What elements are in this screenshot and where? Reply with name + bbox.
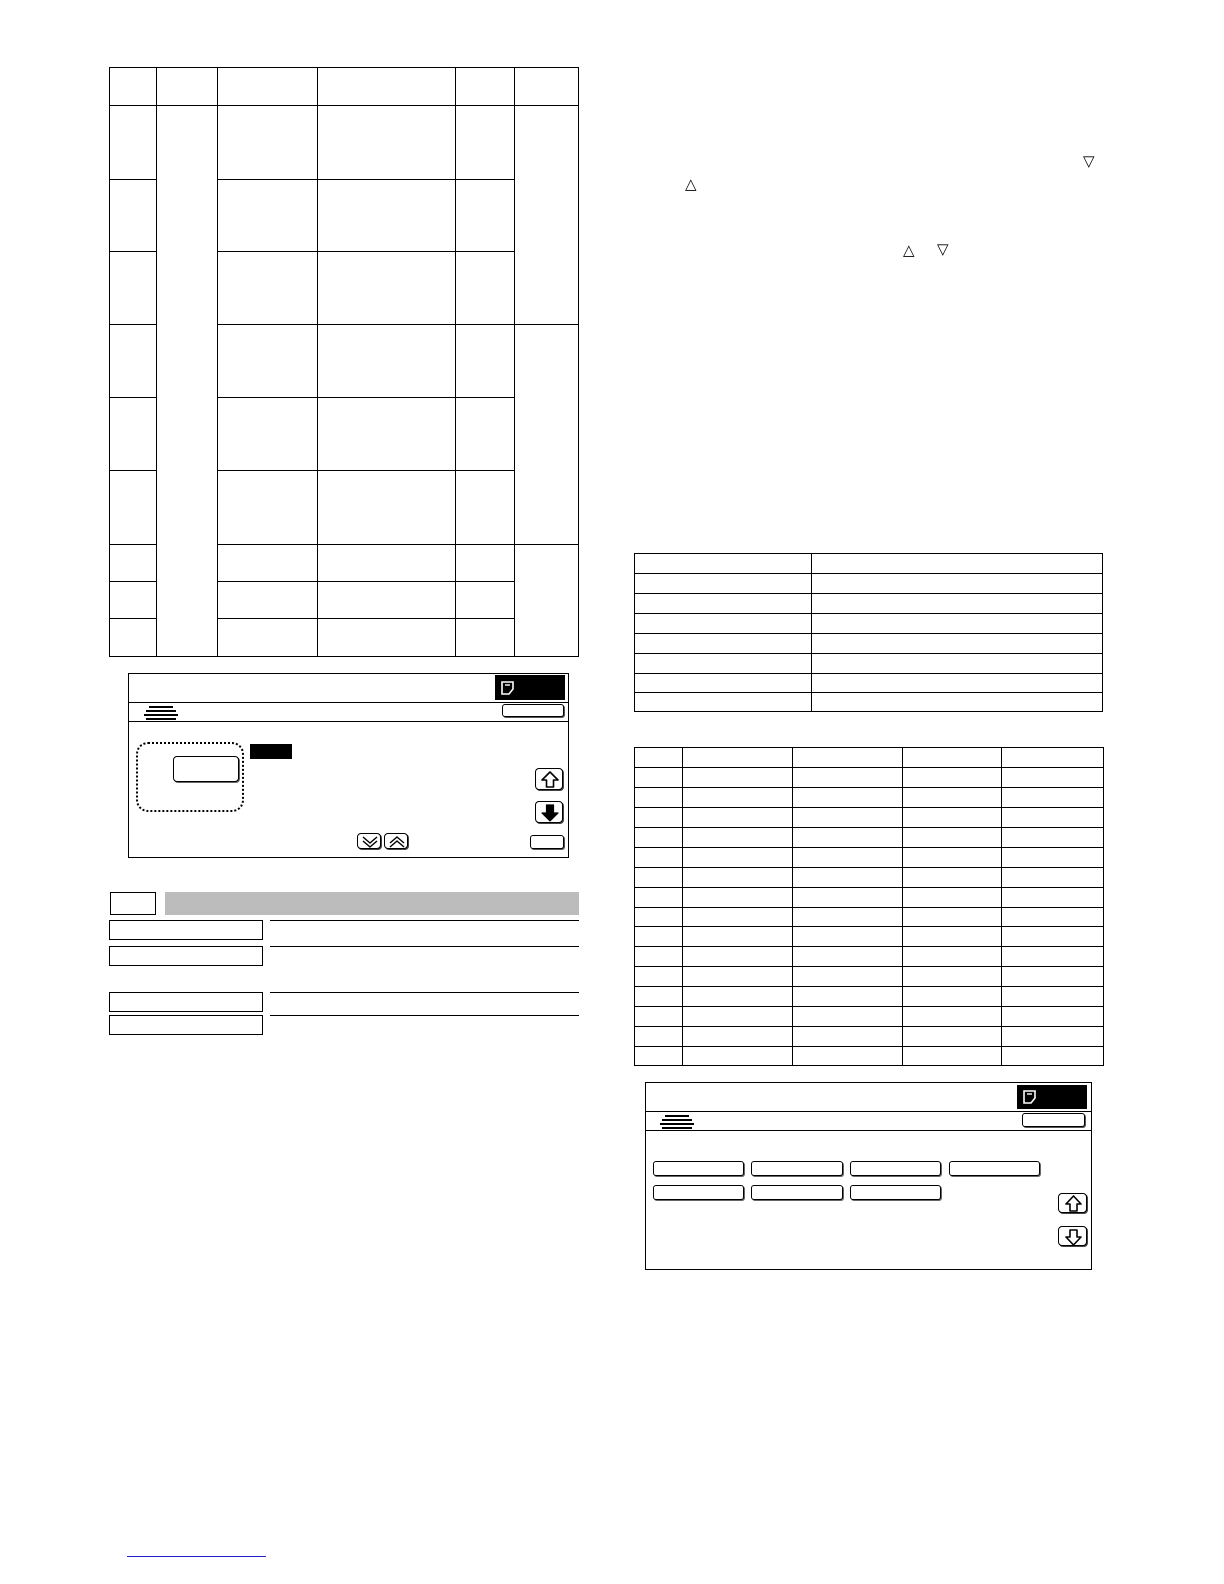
double-down-icon bbox=[358, 834, 382, 850]
up-triangle-symbol: △ bbox=[685, 176, 697, 193]
key-button-2[interactable] bbox=[751, 1161, 843, 1176]
copy-mode-badge bbox=[495, 675, 565, 700]
increase-button[interactable] bbox=[384, 833, 408, 849]
scroll-down-button[interactable] bbox=[535, 801, 563, 823]
key-button-4[interactable] bbox=[949, 1161, 1040, 1176]
field-label-3 bbox=[109, 992, 263, 1012]
footer-link[interactable] bbox=[127, 1556, 266, 1557]
down-triangle-symbol: ▽ bbox=[1083, 153, 1095, 170]
field-rule-1 bbox=[270, 920, 579, 921]
highlight-label bbox=[250, 744, 292, 759]
up-triangle-symbol-2: △ bbox=[903, 242, 915, 259]
key-button-1[interactable] bbox=[653, 1161, 744, 1176]
right-table-2 bbox=[634, 747, 1104, 1066]
double-up-icon bbox=[385, 834, 409, 850]
section-code-box bbox=[110, 892, 156, 915]
copy-mode-badge-2 bbox=[1017, 1085, 1087, 1109]
field-rule-4 bbox=[270, 1015, 579, 1016]
down-arrow-icon bbox=[1059, 1227, 1088, 1247]
section-title-bar bbox=[165, 892, 579, 915]
key-button-6[interactable] bbox=[751, 1185, 843, 1200]
key-button-7[interactable] bbox=[850, 1185, 941, 1200]
list-screen bbox=[645, 1082, 1092, 1270]
menu-icon[interactable] bbox=[145, 703, 177, 721]
down-triangle-symbol-2: ▽ bbox=[937, 241, 949, 258]
ok-button[interactable] bbox=[530, 835, 564, 849]
screen-sub-button-2[interactable] bbox=[1022, 1113, 1085, 1127]
left-table bbox=[109, 67, 579, 657]
up-arrow-icon bbox=[536, 769, 564, 791]
field-rule-2 bbox=[270, 946, 579, 947]
menu-icon[interactable] bbox=[660, 1112, 694, 1132]
field-label-4 bbox=[109, 1015, 263, 1035]
scroll-up-button[interactable] bbox=[535, 768, 563, 790]
field-label-1 bbox=[109, 920, 263, 940]
scroll-up-button-2[interactable] bbox=[1058, 1193, 1087, 1213]
key-button-5[interactable] bbox=[653, 1185, 744, 1200]
left-table-border bbox=[109, 67, 579, 657]
down-arrow-icon bbox=[536, 802, 564, 824]
field-label-2 bbox=[109, 946, 263, 966]
value-display-button[interactable] bbox=[173, 756, 239, 782]
decrease-button[interactable] bbox=[357, 833, 381, 849]
scroll-down-button-2[interactable] bbox=[1058, 1226, 1087, 1246]
settings-screen bbox=[128, 673, 569, 858]
screen-sub-button[interactable] bbox=[502, 704, 564, 717]
up-arrow-icon bbox=[1059, 1194, 1088, 1214]
right-table-1 bbox=[634, 553, 1103, 712]
copy-mode-icon bbox=[1021, 1087, 1041, 1107]
field-rule-3 bbox=[270, 992, 579, 993]
key-button-3[interactable] bbox=[850, 1161, 941, 1176]
copy-mode-icon bbox=[499, 678, 519, 698]
